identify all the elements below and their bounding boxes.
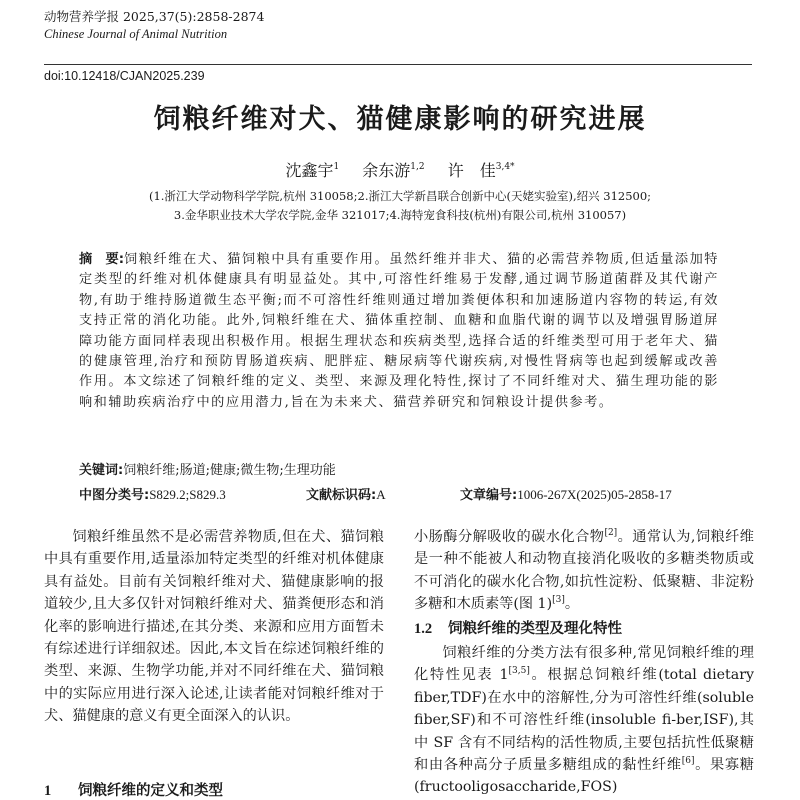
text-run: 。果寡糖(fructooligosaccharide,FOS) <box>414 757 754 796</box>
text-run: 。通常认为,饲粮纤维是一种不能被人和动物直接消化吸收的多糖类物质或不可消化的碳水化合物,如抗性淀粉、低聚糖、非淀粉多糖和木质素等(图 1) <box>414 529 754 613</box>
abstract-label: 摘 要: <box>79 252 124 267</box>
author-list <box>0 158 800 181</box>
section-heading-1 <box>44 779 223 800</box>
abstract <box>79 250 719 413</box>
body-paragraph <box>414 526 754 616</box>
clc-value: S829.2;S829.3 <box>149 487 226 502</box>
citation-ref[interactable]: [3,5] <box>508 666 530 677</box>
text-run: 。 <box>564 596 580 613</box>
author-name: 余东游 <box>362 161 411 180</box>
affiliation-line: 3.金华职业技术大学农学院,金华 321017;4.海特宠食科技(杭州)有限公司,杭州 310057) <box>173 208 627 222</box>
document-code <box>306 484 386 503</box>
document-code-value: A <box>376 487 386 502</box>
clc-number <box>79 484 226 503</box>
article-number <box>460 484 672 503</box>
section-title: 饲粮纤维的类型及理化特性 <box>448 620 622 637</box>
text-run: 。根据总饲粮纤维(total dietary fiber,TDF)在水中的溶解性,分为可溶性纤维(soluble fiber,SF)和不可溶性纤维(insoluble fi-ber,ISF),其中 SF 含有不同结构的活性物质,主要包括抗性低聚糖和由各种高分子质量多糖组成的黏性纤维 <box>414 667 754 774</box>
section-heading-1-2 <box>414 618 754 640</box>
body-column-left <box>44 526 384 728</box>
intro-paragraph: 饲粮纤维虽然不是必需营养物质,但在犬、猫饲粮中具有重要作用,适量添加特定类型的纤维对机体健康具有益处。目前有关饲粮纤维对犬、猫健康影响的报道较少,且大多仅针对饲粮纤维对犬、猫粪便形态和消化率的影响进行描述,在其分类、来源和应用方面暂未有综述进行详细叙述。因此,本文旨在综述饲粮纤维的类型、来源、生物学功能,并对不同纤维在犬、猫饲粮中的实际应用进行深入论述,让读者能对饲粮纤维对于犬、猫健康的意义有更全面深入的认识。 <box>44 529 384 725</box>
section-number: 1.2 <box>414 620 433 637</box>
article-number-value: 1006-267X(2025)05-2858-17 <box>517 487 672 502</box>
clc-label: 中图分类号: <box>79 488 150 503</box>
citation-ref[interactable]: [2] <box>604 528 618 538</box>
affiliation-line: (1.浙江大学动物科学学院,杭州 310058;2.浙江大学新昌联合创新中心(天姥实验室),绍兴 312500; <box>148 189 652 203</box>
abstract-text: 饲粮纤维在犬、猫饲粮中具有重要作用。虽然纤维并非犬、猫的必需营养物质,但适量添加特定类型的纤维对机体健康具有明显益处。其中,可溶性纤维易于发酵,通过调节肠道菌群及其代谢产物,有助于维持肠道微生态平衡;而不可溶性纤维则通过增加粪便体积和加速肠道内容物的转运,有效支持正常的消化功能。此外,饲粮纤维在犬、猫体重控制、血糖和血脂代谢的调节以及增强胃肠道屏障功能方面同样表现出积极作用。根据生理状态和疾病类型,选择合适的纤维类型可用于老年犬、猫的健康管理,治疗和预防胃肠道疾病、肥胖症、糖尿病等代谢疾病,对慢性肾病等也起到缓解或改善作用。本文综述了饲粮纤维的定义、类型、来源及理化特性,探讨了不同纤维对犬、猫生理功能的影响和辅助疾病治疗中的应用潜力,旨在为未来犬、猫营养研究和饲粮设计提供参考。 <box>79 252 719 410</box>
header-divider <box>44 64 752 65</box>
author-name: 沈鑫宇 <box>285 161 334 180</box>
body-paragraph <box>414 642 754 799</box>
journal-name-en: Chinese Journal of Animal Nutrition <box>44 27 228 41</box>
journal-citation-cn: 动物营养学报 2025,37(5):2858-2874 <box>44 9 265 24</box>
citation-ref[interactable]: [6] <box>681 756 695 767</box>
author-affil-sup: 1,2 <box>410 162 425 172</box>
citation-ref[interactable]: [3] <box>552 595 565 606</box>
text-run: 饲粮纤维的分类方法有很多种,常见饲粮纤维的理化特性见表 1 <box>414 645 754 684</box>
body-column-right <box>414 526 754 799</box>
author-affil-sup: 3,4* <box>495 162 515 172</box>
author-affil-sup: 1 <box>333 162 340 172</box>
article-number-label: 文章编号: <box>460 488 518 503</box>
section-title: 饲粮纤维的定义和类型 <box>78 783 223 799</box>
keywords-text: 饲粮纤维;肠道;健康;微生物;生理功能 <box>123 463 336 478</box>
text-run: 小肠酶分解吸收的碳水化合物 <box>414 529 605 545</box>
author-name: 许 佳 <box>447 161 496 180</box>
keywords <box>79 459 336 478</box>
keywords-label: 关键词: <box>79 463 124 478</box>
document-code-label: 文献标识码: <box>306 488 377 503</box>
paper-title: 饲粮纤维对犬、猫健康影响的研究进展 <box>153 104 647 135</box>
section-number: 1 <box>44 783 52 799</box>
doi-link[interactable]: doi:10.12418/CJAN2025.239 <box>44 69 205 83</box>
